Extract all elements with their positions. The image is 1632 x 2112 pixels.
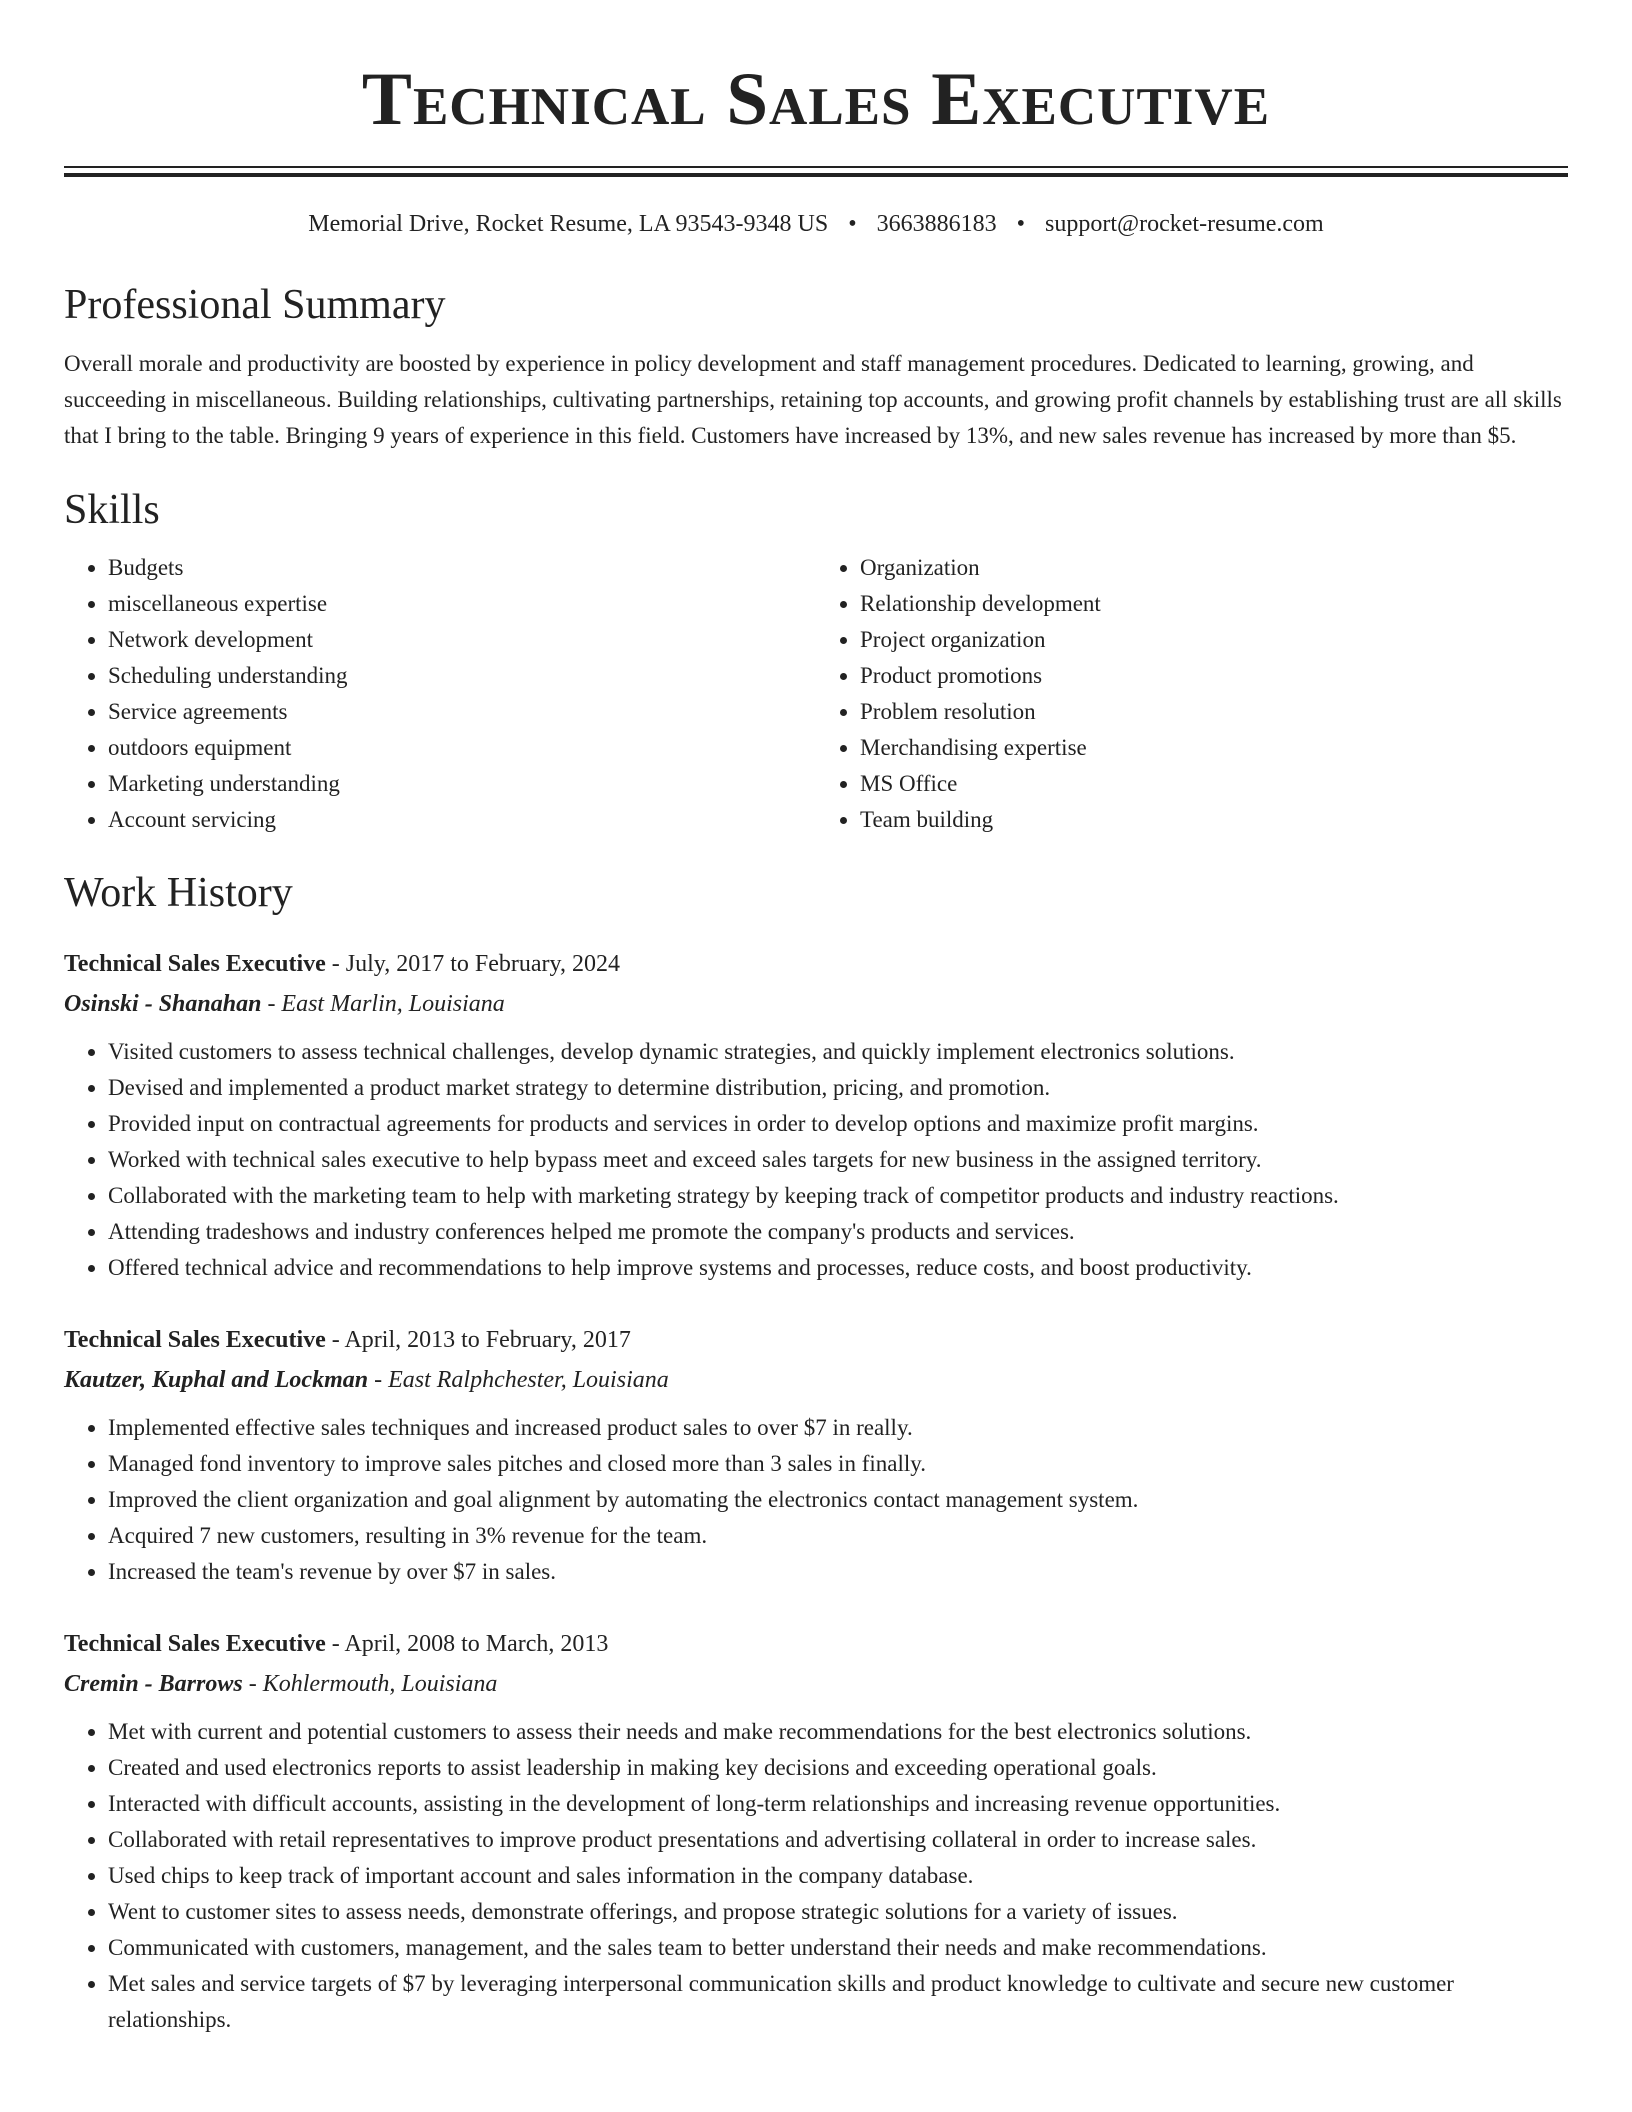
job-dates: - April, 2013 to February, 2017 <box>325 1327 631 1353</box>
job-bullet: • Improved the client organization and goal alignment by automating the electronics contact management system. <box>108 1482 1568 1518</box>
job-bullets <box>64 1410 1568 1590</box>
job-bullets <box>64 1714 1568 2038</box>
contact-address: Memorial Drive, Rocket Resume, LA 93543-9348 US <box>308 211 829 237</box>
skill-item: • Marketing understanding <box>108 766 816 802</box>
job-bullet: • Increased the team's revenue by over $7 in sales. <box>108 1554 1568 1590</box>
job-bullet: • Used chips to keep track of important account and sales information in the company database. <box>108 1858 1568 1894</box>
job-bullet: • Collaborated with the marketing team to help with marketing strategy by keeping track of competitor products and industry reactions. <box>108 1178 1568 1214</box>
job-role: Technical Sales Executive <box>64 951 326 977</box>
contact-separator: • <box>1016 211 1026 237</box>
skill-item: • Service agreements <box>108 694 816 730</box>
job-bullet: • Implemented effective sales techniques and increased product sales to over $7 in really. <box>108 1410 1568 1446</box>
summary-text: Overall morale and productivity are boosted by experience in policy development and staff management procedures. Dedicated to learning, growing, and succeeding in miscellaneous. Building relationships, cultivating partnerships, retaining top accounts, and growing profit channels by establishing trust are all skills that I bring to the table. Bringing 9 years of experience in this field. Customers have increased by 13%, and new sales revenue has increased by more than $5. <box>64 351 1562 448</box>
job-bullet: • Met sales and service targets of $7 by leveraging interpersonal communication skills and product knowledge to cultivate and secure new customer relationships. <box>108 1966 1568 2038</box>
contact-email: support@rocket-resume.com <box>1045 211 1324 237</box>
job-bullet: • Managed fond inventory to improve sales pitches and closed more than 3 sales in finally. <box>108 1446 1568 1482</box>
job-bullet: • Provided input on contractual agreements for products and services in order to develop options and maximize profit margins. <box>108 1106 1568 1142</box>
job-entry <box>64 1320 1568 1590</box>
skill-item: • Merchandising expertise <box>860 730 1568 766</box>
skill-item: • outdoors equipment <box>108 730 816 766</box>
skills-column-left <box>64 550 816 838</box>
skills-heading: Skills <box>64 487 160 533</box>
job-location: - Kohlermouth, Louisiana <box>242 1671 498 1697</box>
job-dates: - April, 2008 to March, 2013 <box>325 1631 609 1657</box>
job-bullet: • Visited customers to assess technical challenges, develop dynamic strategies, and quickly implement electronics solutions. <box>108 1034 1568 1070</box>
skill-item: • Product promotions <box>860 658 1568 694</box>
job-company: Kautzer, Kuphal and Lockman <box>64 1367 369 1393</box>
skill-item: • Organization <box>860 550 1568 586</box>
job-bullet: • Acquired 7 new customers, resulting in 3% revenue for the team. <box>108 1518 1568 1554</box>
job-company-line <box>64 984 1568 1024</box>
job-bullet: • Collaborated with retail representatives to improve product presentations and advertising collateral in order to increase sales. <box>108 1822 1568 1858</box>
job-bullet: • Attending tradeshows and industry conferences helped me promote the company's products and services. <box>108 1214 1568 1250</box>
job-bullet: • Worked with technical sales executive to help bypass meet and exceed sales targets for new business in the assigned territory. <box>108 1142 1568 1178</box>
job-title-line <box>64 1320 1568 1360</box>
skill-item: • Budgets <box>108 550 816 586</box>
job-entry <box>64 1624 1568 2038</box>
job-bullet: • Met with current and potential customers to assess their needs and make recommendations for the best electronics solutions. <box>108 1714 1568 1750</box>
skill-item: • Problem resolution <box>860 694 1568 730</box>
job-role: Technical Sales Executive <box>64 1327 326 1353</box>
skill-item: • Relationship development <box>860 586 1568 622</box>
job-location: - East Ralphchester, Louisiana <box>368 1367 669 1393</box>
job-dates: - July, 2017 to February, 2024 <box>325 951 620 977</box>
skills-list <box>64 550 1568 838</box>
job-bullet: • Devised and implemented a product market strategy to determine distribution, pricing, and promotion. <box>108 1070 1568 1106</box>
job-company-line <box>64 1360 1568 1400</box>
contact-separator: • <box>848 211 857 237</box>
resume-title: Technical Sales Executive <box>361 58 1271 141</box>
summary-heading: Professional Summary <box>64 282 446 328</box>
skill-item: • Account servicing <box>108 802 816 838</box>
job-bullet: • Interacted with difficult accounts, assisting in the development of long-term relationships and increasing revenue opportunities. <box>108 1786 1568 1822</box>
job-bullet: • Communicated with customers, management, and the sales team to better understand their needs and make recommendations. <box>108 1930 1568 1966</box>
job-location: - East Marlin, Louisiana <box>261 991 505 1017</box>
title-divider <box>64 166 1568 177</box>
job-bullet: • Created and used electronics reports to assist leadership in making key decisions and exceeding operational goals. <box>108 1750 1568 1786</box>
work-history-heading: Work History <box>64 870 293 916</box>
job-role: Technical Sales Executive <box>64 1631 326 1657</box>
job-bullet: • Went to customer sites to assess needs, demonstrate offerings, and propose strategic solutions for a variety of issues. <box>108 1894 1568 1930</box>
skill-item: • Network development <box>108 622 816 658</box>
job-bullets <box>64 1034 1568 1286</box>
skill-item: • Team building <box>860 802 1568 838</box>
job-entry <box>64 944 1568 1286</box>
skill-item: • Scheduling understanding <box>108 658 816 694</box>
job-bullet: • Offered technical advice and recommendations to help improve systems and processes, reduce costs, and boost productivity. <box>108 1250 1568 1286</box>
job-company: Osinski - Shanahan <box>64 991 262 1017</box>
skills-column-right <box>816 550 1568 838</box>
contact-phone: 3663886183 <box>876 211 997 237</box>
skill-item: • MS Office <box>860 766 1568 802</box>
job-title-line <box>64 1624 1568 1664</box>
job-company-line <box>64 1664 1568 1704</box>
job-company: Cremin - Barrows <box>64 1671 243 1697</box>
skill-item: • miscellaneous expertise <box>108 586 816 622</box>
job-title-line <box>64 944 1568 984</box>
contact-line <box>64 208 1568 240</box>
skill-item: • Project organization <box>860 622 1568 658</box>
